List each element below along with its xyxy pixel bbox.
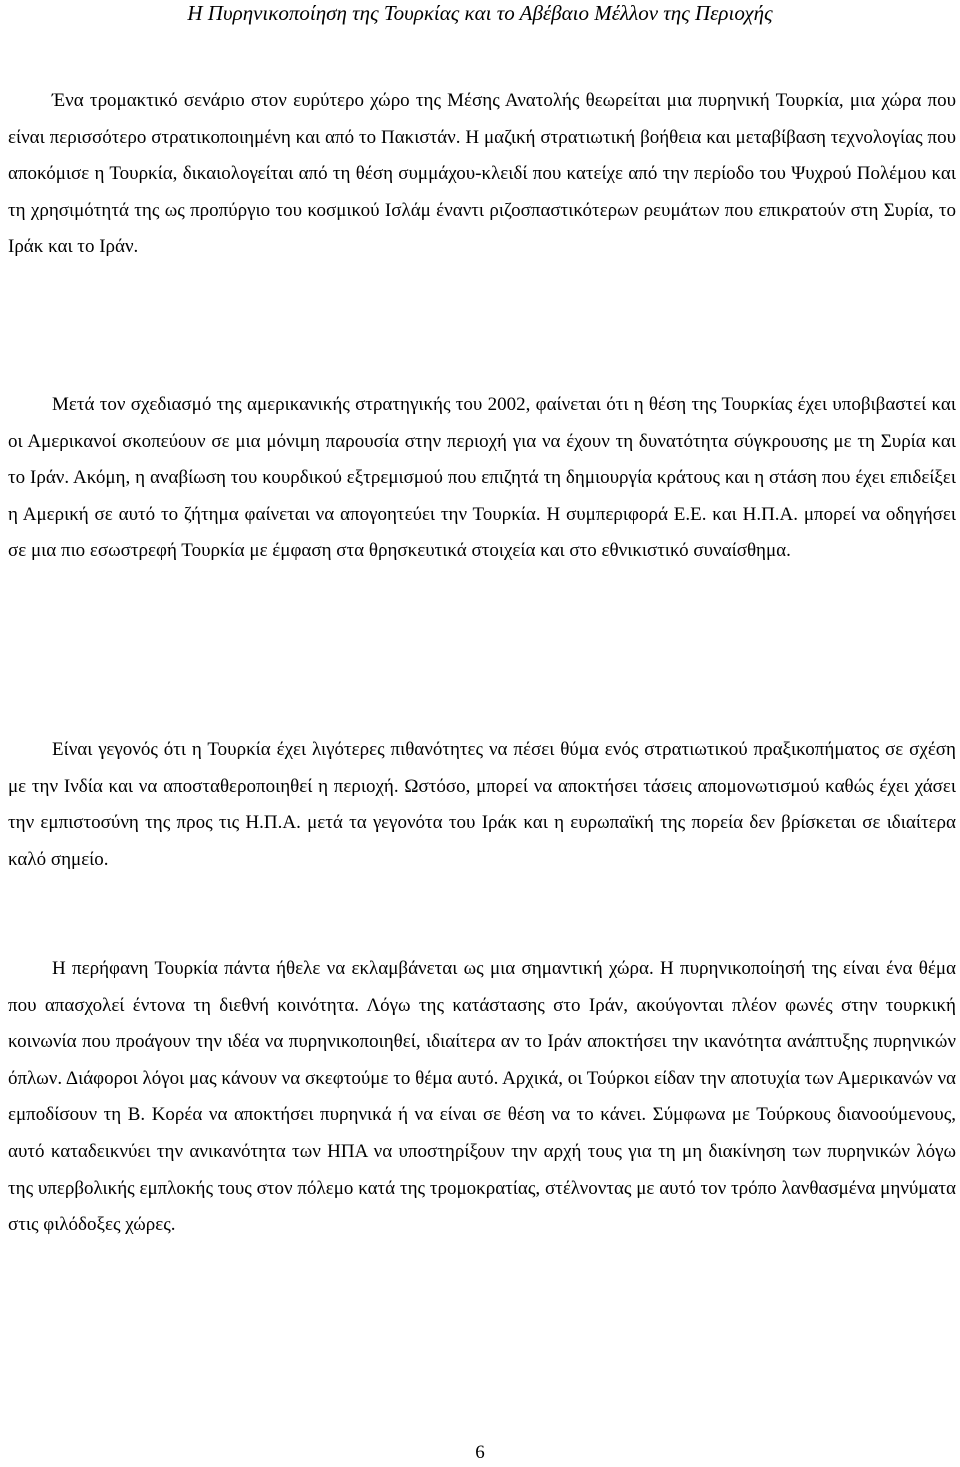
paragraph-3: Είναι γεγονός ότι η Τουρκία έχει λιγότερες πιθανότητες να πέσει θύμα ενός στρατιωτικού πραξικοπήματος σε σχέση με την Ινδία και να αποσταθεροποιηθεί η περιοχή. Ωστόσο, μπορεί να αποκτήσει τάσεις απομονωτισμού καθώς έχει χάσει την εμπιστοσύνη της προς τις Η.Π.Α. μετά τα γεγονότα του Ιράκ και η ευρωπαϊκή της πορεία δεν βρίσκεται σε ιδιαίτερα καλό σημείο. [8,739,956,870]
paragraph-4: Η περήφανη Τουρκία πάντα ήθελε να εκλαμβάνεται ως μια σημαντική χώρα. Η πυρηνικοποίησή της είναι ένα θέμα που απασχολεί έντονα τη διεθνή κοινότητα. Λόγω της κατάστασης στο Ιράν, ακούγονται πλέον φωνές στην τουρκική κοινωνία που προάγουν την ιδέα να πυρηνικοποιηθεί, ιδιαίτερα αν το Ιράν αποκτήσει την ικανότητα ανάπτυξης πυρηνικών όπλων. Διάφοροι λόγοι μας κάνουν να σκεφτούμε το θέμα αυτό. Αρχικά, οι Τούρκοι είδαν την αποτυχία των Αμερικανών να εμποδίσουν τη Β. Κορέα να αποκτήσει πυρηνικά ή να είναι σε θέση να το κάνει. Σύμφωνα με Τούρκους διανοούμενους, αυτό καταδεικνύει την ανικανότητα των ΗΠΑ να υποστηρίξουν την αρχή τους για τη μη διακίνηση των πυρηνικών λόγω της υπερβολικής εμπλοκής τους στον πόλεμο κατά της τρομοκρατίας, στέλνοντας με αυτό τον τρόπο λανθασμένα μηνύματα στις φιλόδοξες χώρες. [8,958,956,1236]
running-header-title: Η Πυρηνικοποίηση της Τουρκίας και το Αβέβαιο Μέλλον της Περιοχής [187,1,773,25]
paragraph-1: Ένα τρομακτικό σενάριο στον ευρύτερο χώρο της Μέσης Ανατολής θεωρείται μια πυρηνική Τουρκία, μια χώρα που είναι περισσότερο στρατικοποιημένη και από το Πακιστάν. Η μαζική στρατιωτική βοήθεια και μεταβίβαση τεχνολογίας που αποκόμισε η Τουρκία, δικαιολογείται από τη θέση συμμάχου-κλειδί που κατείχε από την περίοδο του Ψυχρού Πολέμου και τη χρησιμότητά της ως προπύργιο του κοσμικού Ισλάμ έναντι ριζοσπαστικότερων ρευμάτων που επικρατούν στη Συρία, το Ιράκ και το Ιράν. [8,90,956,258]
page-number: 6 [475,1442,485,1463]
paragraph-2: Μετά τον σχεδιασμό της αμερικανικής στρατηγικής του 2002, φαίνεται ότι η θέση της Τουρκίας έχει υποβιβαστεί και οι Αμερικανοί σκοπεύουν σε μια μόνιμη παρουσία στην περιοχή για να έχουν τη δυνατότητα σύγκρουσης με τη Συρία και το Ιράν. Ακόμη, η αναβίωση του κουρδικού εξτρεμισμού που επιζητά τη δημιουργία κράτους και η στάση που έχει επιδείξει η Αμερική σε αυτό το ζήτημα φαίνεται να απογοητεύει την Τουρκία. Η συμπεριφορά Ε.Ε. και Η.Π.Α. μπορεί να οδηγήσει σε μια πιο εσωστρεφή Τουρκία με έμφαση στα θρησκευτικά στοιχεία και στο εθνικιστικό συναίσθημα. [8,394,956,562]
